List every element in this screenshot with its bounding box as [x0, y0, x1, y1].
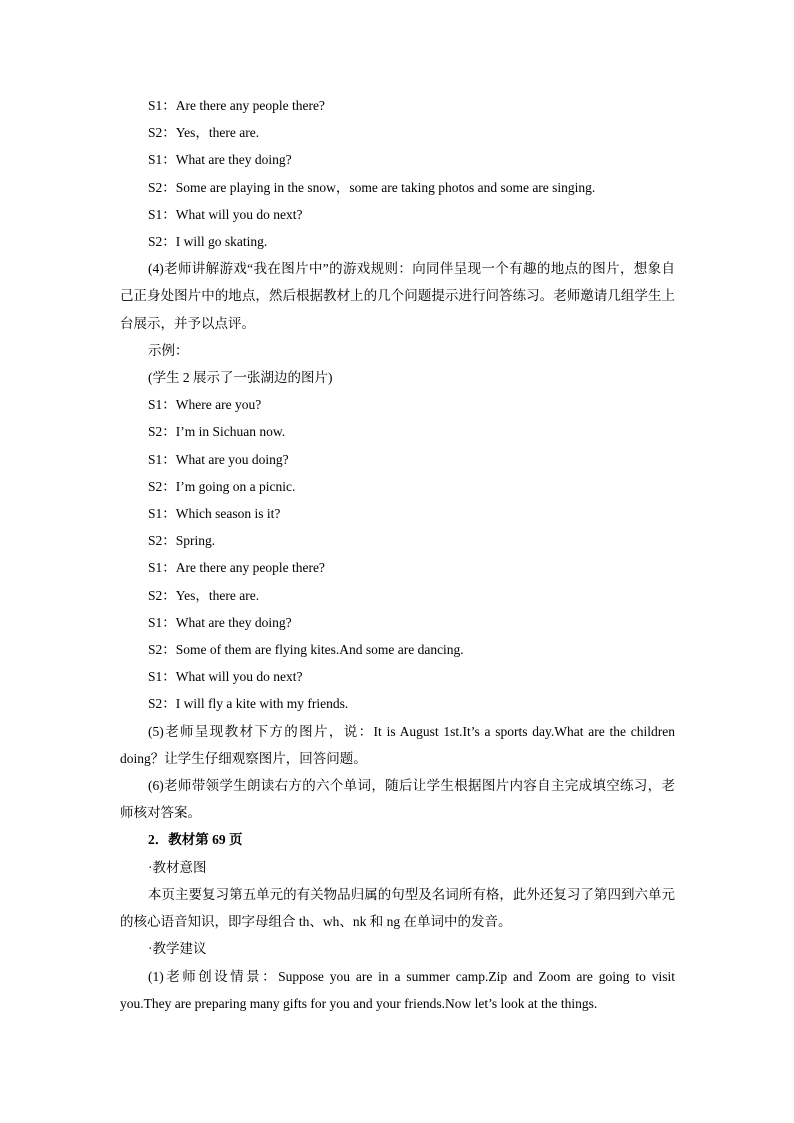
suggestion-label: ·教学建议 [148, 941, 207, 957]
dialog-line: S1：What will you do next? [148, 206, 303, 222]
example-intro: (学生 2 展示了一张湖边的图片) [148, 370, 333, 386]
dialog-line: S2：Some of them are flying kites.And some are dancing. [148, 642, 464, 658]
dialog-line: S1：What are they doing? [148, 614, 292, 630]
dialog-line: S1：Are there any people there? [148, 560, 325, 576]
example-label: 示例： [148, 342, 189, 358]
dialog-line: S1：What will you do next? [148, 669, 303, 685]
step-5-paragraph: (5)老师呈现教材下方的图片，说：It is August 1st.It’s a sports day.What are the children doing？让学生仔细观察图片，回答问题。 [120, 723, 675, 766]
dialog-line: S1：What are they doing? [148, 152, 292, 168]
dialog-line: S2：Spring. [148, 533, 216, 549]
dialog-line: S1：Where are you? [148, 397, 262, 413]
intent-paragraph: 本页主要复习第五单元的有关物品归属的句型及名词所有格，此外还复习了第四到六单元的核心语音知识，即字母组合 th、wh、nk 和 ng 在单词中的发音。 [120, 886, 675, 930]
dialog-line: S2：I will go skating. [148, 234, 268, 250]
dialog-line: S1：What are you doing? [148, 451, 289, 467]
intent-label: ·教材意图 [148, 859, 207, 875]
step-1-paragraph: (1)老师创设情景：Suppose you are in a summer camp.Zip and Zoom are going to visit you.They are preparing many gifts for you and your friends.Now let’s look at the things. [120, 968, 675, 1011]
dialog-line: S1：Are there any people there? [148, 98, 325, 113]
document-body [120, 92, 675, 1017]
dialog-line: S1：Which season is it? [148, 506, 281, 522]
step-6-paragraph: (6)老师带领学生朗读右方的六个单词，随后让学生根据图片内容自主完成填空练习，老师核对答案。 [120, 778, 675, 821]
dialog-line: S2：Yes，there are. [148, 125, 260, 141]
step-4-paragraph: (4)老师讲解游戏“我在图片中”的游戏规则：向同伴呈现一个有趣的地点的图片，想象自己正身处图片中的地点，然后根据教材上的几个问题提示进行问答练习。老师邀请几组学生上台展示，并予以点评。 [120, 261, 675, 331]
dialog-line: S2：Some are playing in the snow，some are taking photos and some are singing. [148, 179, 596, 195]
section-heading: 2．教材第 69 页 [148, 832, 243, 848]
dialog-line: S2：I will fly a kite with my friends. [148, 696, 349, 712]
dialog-line: S2：I’m in Sichuan now. [148, 424, 286, 440]
dialog-line: S2：I’m going on a picnic. [148, 478, 296, 494]
dialog-line: S2：Yes，there are. [148, 587, 260, 603]
